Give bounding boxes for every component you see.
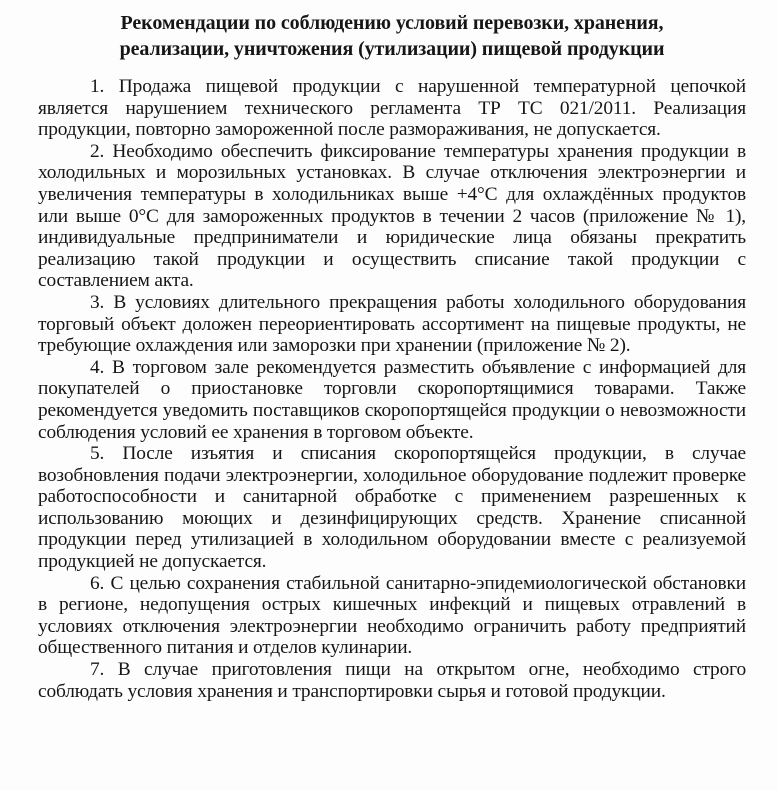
paragraph-5: 5. После изъятия и списания скоропортящейся продукции, в случае возобновления подачи электроэнергии, холодильное оборудование подлежит проверке работоспособности и санитарной обработке с применением разрешенных к использованию моющих и дезинфицирующих средств. Хранение списанной продукции перед утилизацией в холодильном оборудовании вместе с реализуемой продукцией не допускается. — [38, 443, 746, 573]
paragraph-4: 4. В торговом зале рекомендуется разместить объявление с информацией для покупателей о приостановке торговли скоропортящимися товарами. Также рекомендуется уведомить поставщиков скоропортящейся продукции о невозможности соблюдения условий ее хранения в торговом объекте. — [38, 356, 746, 443]
paragraph-7: 7. В случае приготовления пищи на открытом огне, необходимо строго соблюдать условия хранения и транспортировки сырья и готовой продукции. — [38, 659, 746, 702]
document-body — [38, 76, 746, 702]
title-line-1: Рекомендации по соблюдению условий перевозки, хранения, — [120, 12, 664, 34]
paragraph-1: 1. Продажа пищевой продукции с нарушенной температурной цепочкой является нарушением технического регламента ТР ТС 021/2011. Реализация продукции, повторно замороженной после размораживания, не допускается. — [38, 76, 746, 141]
title-line-2: реализации, уничтожения (утилизации) пищевой продукции — [119, 38, 665, 60]
paragraph-2: 2. Необходимо обеспечить фиксирование температуры хранения продукции в холодильных и морозильных установках. В случае отключения электроэнергии и увеличения температуры в холодильниках выше +4°С для охлаждённых продуктов или выше 0°С для замороженных продуктов в течении 2 часов (приложение № 1), индивидуальные предприниматели и юридические лица обязаны прекратить реализацию такой продукции и осуществить списание такой продукции с составлением акта. — [38, 140, 746, 292]
paragraph-6: 6. С целью сохранения стабильной санитарно-эпидемиологической обстановки в регионе, недопущения острых кишечных инфекций и пищевых отравлений в условиях отключения электроэнергии необходимо ограничить работу предприятий общественного питания и отделов кулинарии. — [38, 572, 746, 659]
document-title — [38, 10, 746, 62]
paragraph-3: 3. В условиях длительного прекращения работы холодильного оборудования торговый объект доложен переориентировать ассортимент на пищевые продукты, не требующие охлаждения или заморозки при хранении (приложение № 2). — [38, 291, 746, 357]
